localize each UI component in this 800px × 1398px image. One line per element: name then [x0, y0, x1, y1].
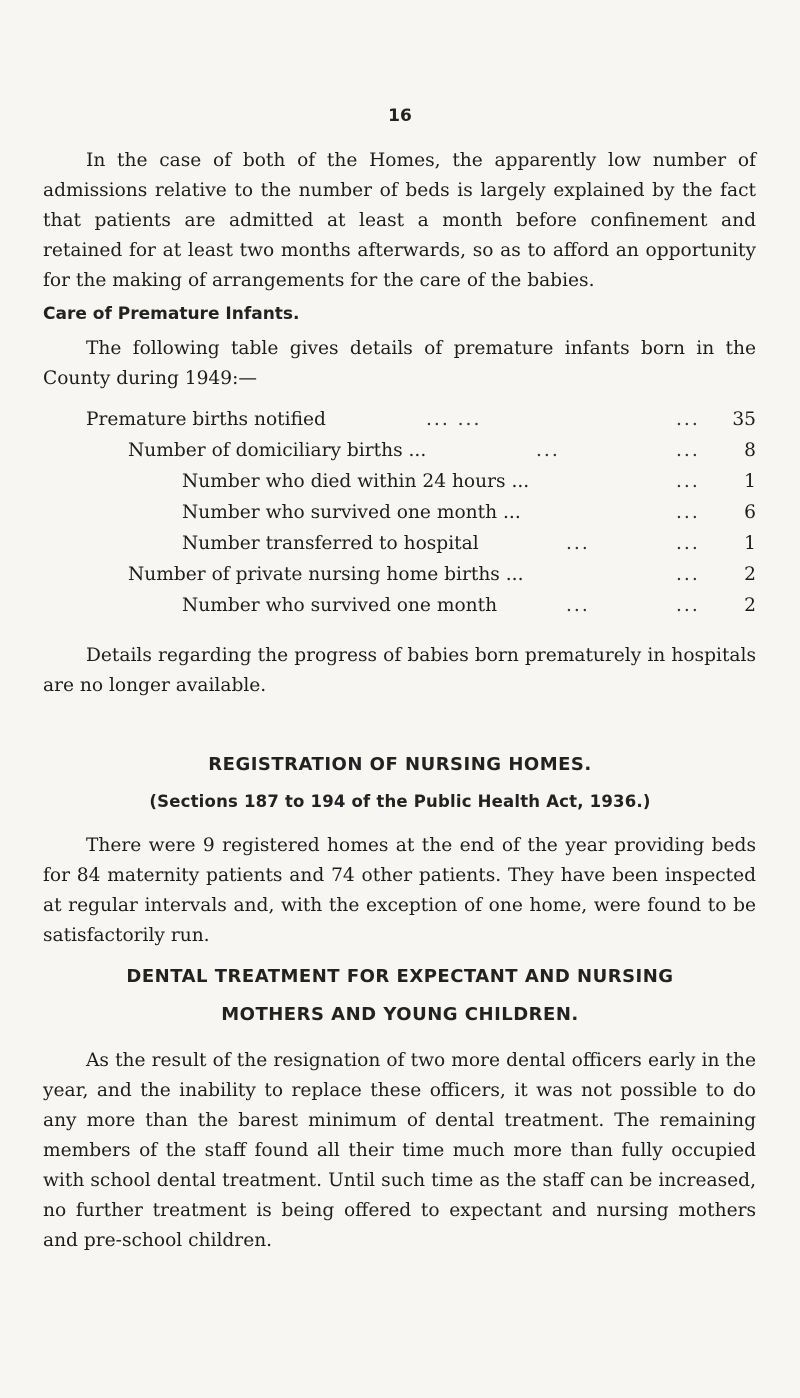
stat-row-transferred-hospital: [0, 528, 800, 559]
stat-label: Number who survived one month ...: [182, 502, 521, 523]
nursing-homes-subheading: (Sections 187 to 194 of the Public Health Act, 1936.): [149, 792, 651, 811]
leader-dots: ...: [566, 533, 590, 554]
page-number: 16: [388, 106, 412, 126]
stat-label: Number who died within 24 hours ...: [182, 471, 530, 492]
stat-label: Number of private nursing home births ...: [128, 564, 524, 585]
intro-paragraph: In the case of both of the Homes, the apparently low number of admissions relative to the number of beds is largely explained by the fact that patients are admitted at least a month before confinement and retained for at least two months afterwards, so as to afford an opportunity for the making of arrangements for the care of the babies.: [43, 150, 756, 291]
stat-row-premature-births: [0, 404, 800, 435]
dental-heading-line-1: DENTAL TREATMENT FOR EXPECTANT AND NURSING: [126, 966, 674, 987]
stat-label: Premature births notified: [86, 409, 326, 430]
stat-value: 35: [732, 409, 756, 430]
stat-value: 8: [744, 440, 756, 461]
leader-dots: ...: [676, 471, 700, 492]
stat-row-domiciliary-births: [0, 435, 800, 466]
stat-row-private-nursing-home-births: [0, 559, 800, 590]
leader-dots: ...: [676, 440, 700, 461]
dental-heading-line-2: MOTHERS AND YOUNG CHILDREN.: [221, 1004, 579, 1025]
stat-label: Number of domiciliary births ...: [128, 440, 427, 461]
stat-value: 2: [744, 564, 756, 585]
stat-row-died-24-hours: [0, 466, 800, 497]
leader-dots: ...: [676, 533, 700, 554]
stat-value: 1: [744, 533, 756, 554]
leader-dots: ...: [566, 595, 590, 616]
stat-label: Number transferred to hospital: [182, 533, 479, 554]
stat-label: Number who survived one month: [182, 595, 498, 616]
stat-value: 1: [744, 471, 756, 492]
premature-closing-paragraph: Details regarding the progress of babies born prematurely in hospitals are no longer available.: [43, 645, 756, 696]
nursing-homes-heading: REGISTRATION OF NURSING HOMES.: [208, 754, 592, 775]
leader-dots: ...: [536, 440, 560, 461]
premature-infants-heading: Care of Premature Infants.: [43, 304, 300, 324]
leader-dots: ...: [676, 595, 700, 616]
leader-dots: ...: [676, 502, 700, 523]
dental-paragraph: As the result of the resignation of two more dental officers early in the year, and the inability to replace these officers, it was not possible to do any more than the barest minimum of dental treatment. The remaining members of the staff found all their time much more than fully occupied with school dental treatment. Until such time as the staff can be increased, no further treatment is being offered to expectant and nursing mothers and pre-school children.: [43, 1050, 756, 1251]
stat-row-survived-one-month-nursing-home: [0, 590, 800, 621]
nursing-homes-paragraph: There were 9 registered homes at the end of the year providing beds for 84 maternity patients and 74 other patients. They have been inspected at regular intervals and, with the exception of one home, were found to be satisfactorily run.: [43, 835, 756, 946]
stat-row-survived-one-month-domiciliary: [0, 497, 800, 528]
leader-dots: ... ...: [426, 409, 482, 430]
premature-intro-paragraph: The following table gives details of premature infants born in the County during 1949:—: [43, 338, 756, 389]
leader-dots: ...: [676, 564, 700, 585]
stat-value: 2: [744, 595, 756, 616]
premature-statistics-table: [0, 404, 800, 621]
leader-dots: ...: [676, 409, 700, 430]
stat-value: 6: [744, 502, 756, 523]
